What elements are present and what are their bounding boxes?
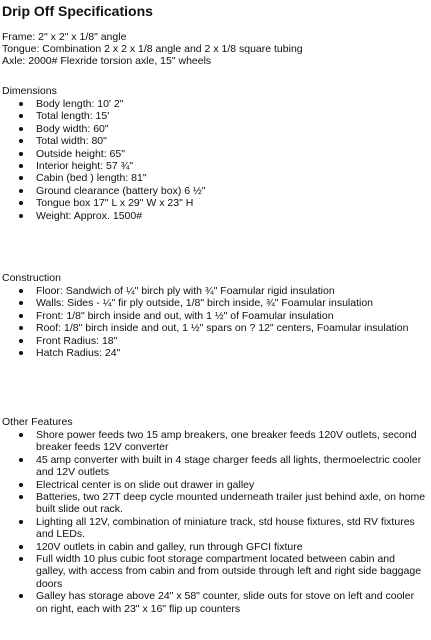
bullet-icon bbox=[19, 214, 23, 218]
bullet-icon bbox=[19, 139, 23, 143]
bullet-icon bbox=[19, 545, 23, 549]
construction-heading: Construction bbox=[2, 272, 61, 284]
list-item bbox=[0, 197, 431, 209]
list-item bbox=[0, 285, 431, 297]
list-item bbox=[0, 310, 431, 322]
list-item-text: Roof: 1/8" birch inside and out, 1 ½" spars on ? 12" centers, Foamular insulation bbox=[36, 322, 409, 335]
bullet-icon bbox=[19, 301, 23, 305]
bullet-icon bbox=[19, 176, 23, 180]
frame-spec: Frame: 2" x 2" x 1/8" angle bbox=[2, 31, 127, 43]
bullet-icon bbox=[19, 201, 23, 205]
list-item-text: Shore power feeds two 15 amp breakers, one breaker feeds 120V outlets, second breaker feeds 12V converter bbox=[36, 429, 417, 454]
bullet-icon bbox=[19, 289, 23, 293]
list-item bbox=[0, 160, 431, 172]
list-item-text: Front Radius: 18" bbox=[36, 334, 118, 347]
bullet-icon bbox=[19, 326, 23, 330]
list-item-text: Interior height: 57 ¾" bbox=[36, 160, 134, 173]
list-item-text: Full width 10 plus cubic foot storage compartment located between cabin and galley, with access from cabin and from outside through left and right side baggage doors bbox=[36, 553, 422, 590]
list-item-text: 45 amp converter with built in 4 stage charger feeds all lights, thermoelectric cooler and 12V outlets bbox=[36, 453, 422, 479]
list-item bbox=[0, 172, 431, 184]
bullet-icon bbox=[19, 495, 23, 499]
bullet-icon bbox=[19, 594, 23, 598]
list-item bbox=[0, 110, 431, 122]
bullet-icon bbox=[19, 314, 23, 318]
list-item-text: Tongue box 17" L x 29" W x 23" H bbox=[36, 197, 194, 210]
bullet-icon bbox=[19, 339, 23, 343]
list-item-text: Batteries, two 27T deep cycle mounted underneath trailer just behind axle, on home built slide out rack. bbox=[36, 491, 426, 516]
features-list bbox=[0, 429, 431, 615]
list-item bbox=[0, 135, 431, 147]
list-item-text: Ground clearance (battery box) 6 ½" bbox=[36, 184, 206, 197]
list-item bbox=[0, 553, 431, 590]
bullet-icon bbox=[19, 164, 23, 168]
construction-list bbox=[0, 285, 431, 359]
list-item-text: Walls: Sides - ¼" fir ply outside, 1/8" birch inside, ¾" Foamular insulation bbox=[36, 297, 374, 310]
list-item bbox=[0, 454, 431, 479]
bullet-icon bbox=[19, 433, 23, 437]
bullet-icon bbox=[19, 458, 23, 462]
bullet-icon bbox=[19, 557, 23, 561]
list-item-text: Front: 1/8" birch inside and out, with 1 ½" of Foamular insulation bbox=[36, 309, 334, 322]
list-item-text: Galley has storage above 24" x 58" counter, slide outs for stove on left and cooler on right, each with 23" x 16" flip up counters bbox=[36, 590, 415, 615]
list-item bbox=[0, 590, 431, 615]
list-item bbox=[0, 479, 431, 491]
list-item bbox=[0, 491, 431, 516]
bullet-icon bbox=[19, 102, 23, 106]
list-item-text: Floor: Sandwich of ¼" birch ply with ¾" Foamular rigid insulation bbox=[36, 285, 335, 297]
list-item-text: 120V outlets in cabin and galley, run through GFCI fixture bbox=[36, 540, 303, 553]
bullet-icon bbox=[19, 127, 23, 131]
bullet-icon bbox=[19, 152, 23, 156]
dimensions-list bbox=[0, 98, 431, 222]
list-item bbox=[0, 210, 431, 222]
list-item-text: Lighting all 12V, combination of miniature track, std house fixtures, std RV fixtures and LEDs. bbox=[36, 515, 415, 541]
tongue-spec: Tongue: Combination 2 x 2 x 1/8 angle and 2 x 1/8 square tubing bbox=[2, 43, 303, 55]
bullet-icon bbox=[19, 351, 23, 355]
list-item bbox=[0, 185, 431, 197]
page-title: Drip Off Specifications bbox=[2, 3, 153, 19]
list-item-text: Weight: Approx. 1500# bbox=[36, 209, 143, 222]
bullet-icon bbox=[19, 483, 23, 487]
list-item bbox=[0, 335, 431, 347]
list-item-text: Outside height: 65" bbox=[36, 147, 125, 160]
list-item-text: Electrical center is on slide out drawer in galley bbox=[36, 478, 255, 491]
list-item bbox=[0, 322, 431, 334]
list-item-text: Body width: 60" bbox=[36, 122, 109, 135]
bullet-icon bbox=[19, 520, 23, 524]
list-item bbox=[0, 123, 431, 135]
list-item bbox=[0, 347, 431, 359]
list-item-text: Hatch Radius: 24" bbox=[36, 347, 121, 360]
list-item-text: Body length: 10' 2" bbox=[36, 98, 124, 110]
dimensions-heading: Dimensions bbox=[2, 85, 57, 97]
axle-spec: Axle: 2000# Flexride torsion axle, 15" wheels bbox=[2, 55, 212, 67]
list-item-text: Total width: 80" bbox=[36, 135, 107, 148]
bullet-icon bbox=[19, 189, 23, 193]
list-item bbox=[0, 148, 431, 160]
list-item-text: Cabin (bed ) length: 81" bbox=[36, 172, 147, 185]
list-item bbox=[0, 516, 431, 541]
list-item bbox=[0, 297, 431, 309]
list-item bbox=[0, 541, 431, 553]
list-item bbox=[0, 98, 431, 110]
list-item-text: Total length: 15' bbox=[36, 110, 110, 123]
features-heading: Other Features bbox=[2, 416, 73, 428]
list-item bbox=[0, 429, 431, 454]
bullet-icon bbox=[19, 114, 23, 118]
